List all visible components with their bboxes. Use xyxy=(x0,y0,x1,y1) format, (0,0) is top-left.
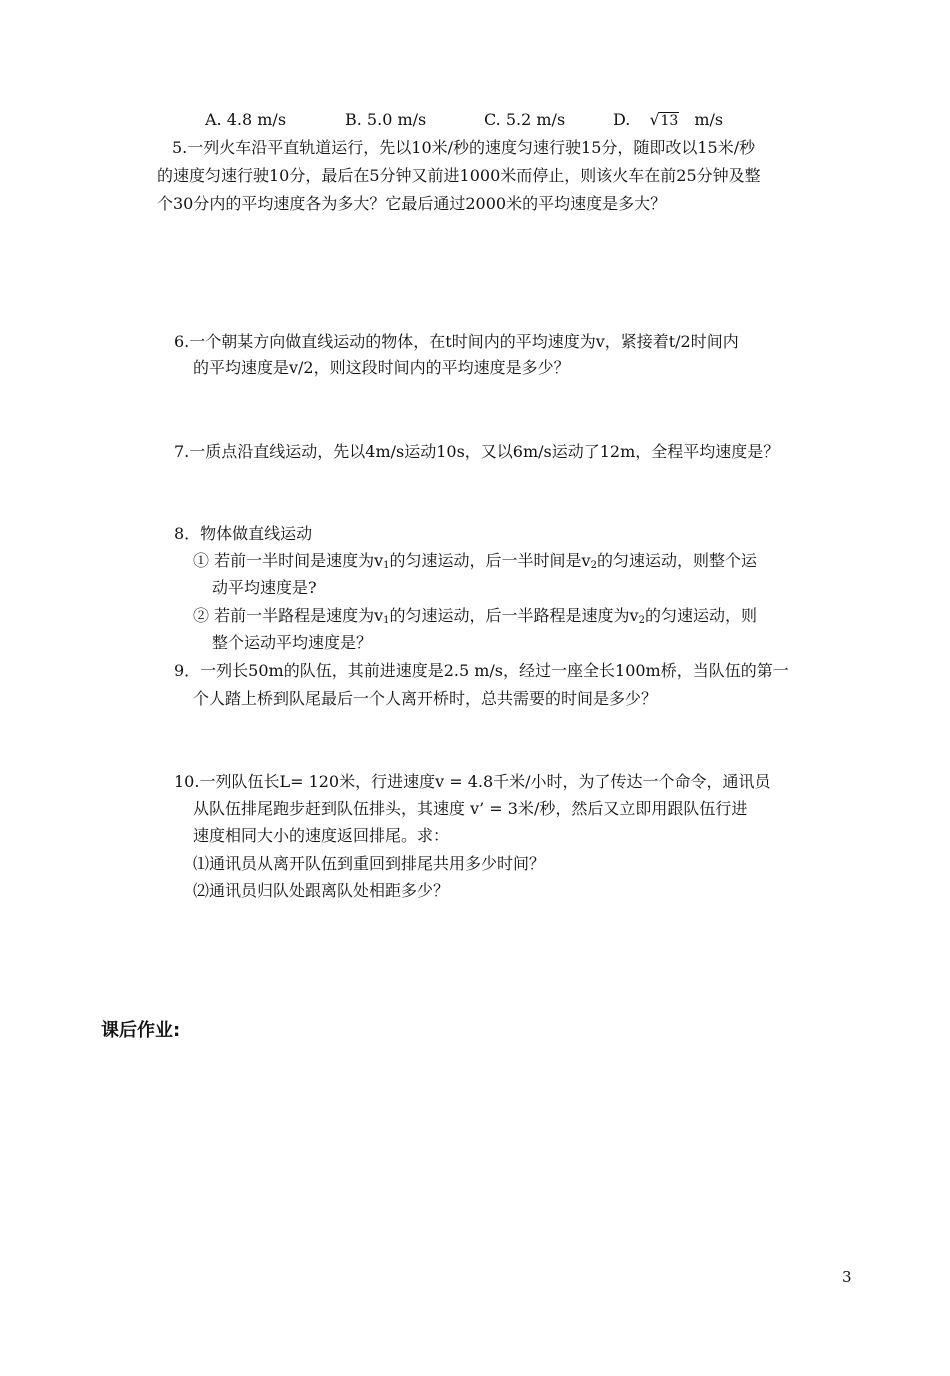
q8-sub-2-continuation: 整个运动平均速度是？ xyxy=(212,633,373,652)
q10-part-2: ⑵通讯员归队处跟离队处相距多少？ xyxy=(193,881,450,900)
q6-line-1: 6.一个朝某方向做直线运动的物体，在t时间内的平均速度为v，紧接着t/2时间内 xyxy=(174,332,739,351)
q8-sub-1-continuation: 动平均速度是? xyxy=(212,578,317,597)
q8-sub-1 xyxy=(193,549,757,573)
q8-sub-1-v1-subscript: 1 xyxy=(383,560,390,571)
q9-line-1: 9．一列长50m的队伍，其前进速度是2.5 m/s，经过一座全长100m桥，当队伍的第一 xyxy=(174,661,789,680)
q4-option-c: C. 5.2 m/s xyxy=(484,110,566,129)
q10-line-3: 速度相同大小的速度返回排尾。求： xyxy=(193,826,450,845)
q8-sub-2-suffix: 的匀速运动，则 xyxy=(644,606,757,625)
q5-line-1: 5.一列火车沿平直轨道运行，先以10米/秒的速度匀速行驶15分，随即改以15米/秒 xyxy=(172,138,756,157)
q10-line-1: 10.一列队伍长L= 120米，行进速度v = 4.8千米/小时，为了传达一个命令，通讯员 xyxy=(174,772,771,791)
q8-sub-2 xyxy=(193,604,757,628)
q8-sub-2-v2-subscript: 2 xyxy=(638,615,645,626)
radical-icon: √ xyxy=(649,110,660,129)
q10-part-1: ⑴通讯员从离开队伍到重回到排尾共用多少时间？ xyxy=(193,854,546,873)
sqrt-symbol xyxy=(649,109,679,133)
q4-option-a: A. 4.8 m/s xyxy=(205,110,287,129)
q7-line-1: 7.一质点沿直线运动，先以4m/s运动10s，又以6m/s运动了12m，全程平均速度是？ xyxy=(174,442,780,461)
q5-line-2: 的速度匀速行驶10分，最后在5分钟又前进1000米而停止，则该火车在前25分钟及整 xyxy=(157,166,761,185)
q4-options xyxy=(0,108,950,132)
q8-sub-1-prefix: ① 若前一半时间是速度为v xyxy=(193,551,384,570)
q5-line-3: 个30分内的平均速度各为多大？它最后通过2000米的平均速度是多大？ xyxy=(157,194,667,213)
q4-option-b: B. 5.0 m/s xyxy=(345,110,427,129)
section-title: 课后作业: xyxy=(101,1020,181,1041)
q4-option-d-label: D. xyxy=(613,110,631,129)
q9-line-2: 个人踏上桥到队尾最后一个人离开桥时，总共需要的时间是多少？ xyxy=(193,689,658,708)
q4-option-d-sqrt-value: 13 xyxy=(660,113,679,129)
q8-sub-1-mid: 的匀速运动，后一半时间是v xyxy=(389,551,591,570)
q4-option-d xyxy=(613,108,723,133)
q4-option-d-unit: m/s xyxy=(694,110,724,129)
q8-sub-1-v2-subscript: 2 xyxy=(590,560,597,571)
q8-line-1: 8．物体做直线运动 xyxy=(174,524,313,543)
q6-line-2: 的平均速度是v/2，则这段时间内的平均速度是多少？ xyxy=(193,358,570,377)
q8-sub-2-mid: 的匀速运动，后一半路程是速度为v xyxy=(389,606,639,625)
q8-sub-2-prefix: ② 若前一半路程是速度为v xyxy=(193,606,384,625)
q8-sub-2-v1-subscript: 1 xyxy=(383,615,390,626)
q8-sub-1-suffix: 的匀速运动，则整个运 xyxy=(596,551,757,570)
q10-line-2: 从队伍排尾跑步赶到队伍排头，其速度 v’ = 3米/秒，然后又立即用跟队伍行进 xyxy=(193,799,748,818)
page-number: 3 xyxy=(842,1268,852,1286)
